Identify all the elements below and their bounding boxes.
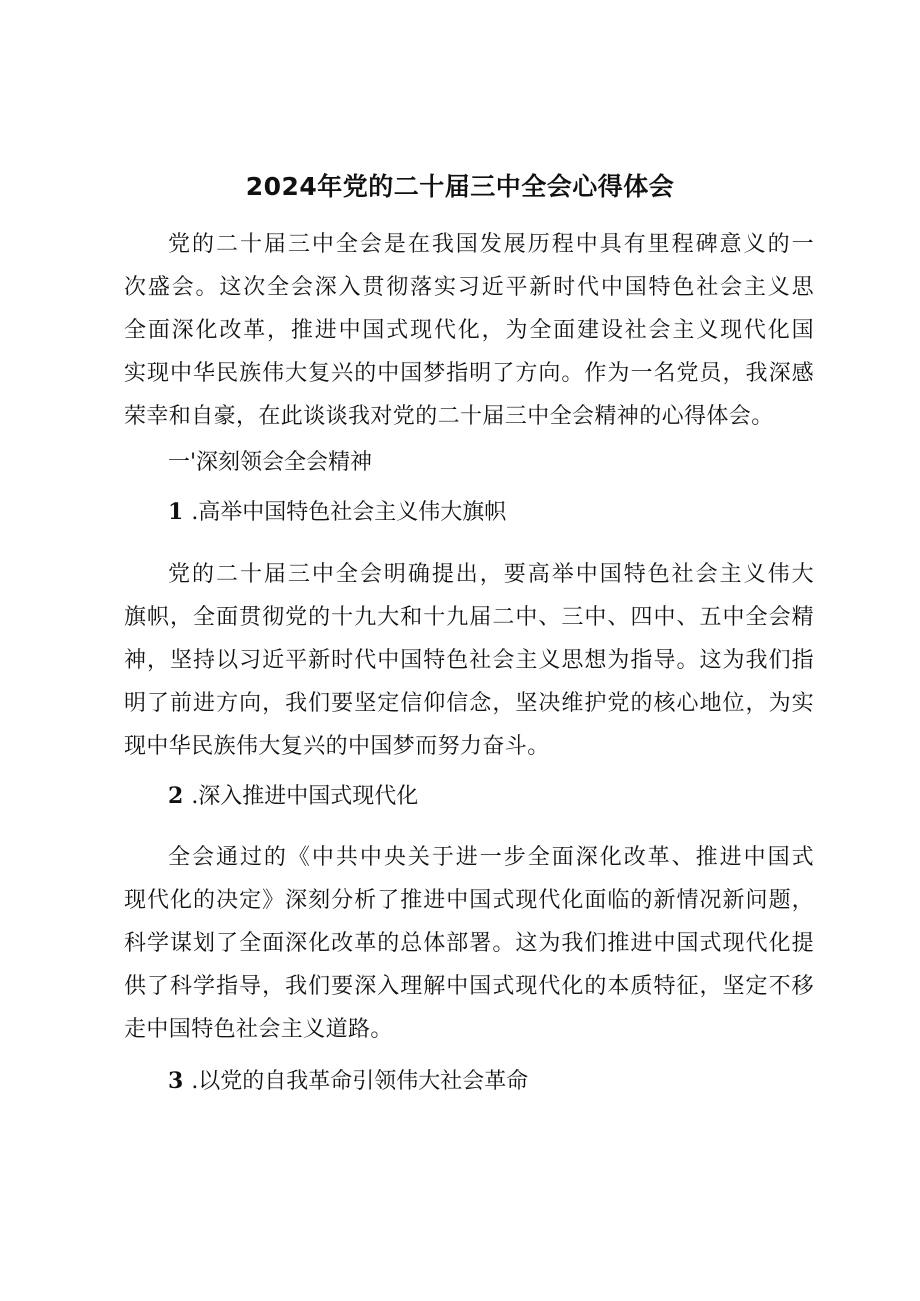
item2-line-5: 走中国特色社会主义道路。 xyxy=(124,1017,393,1042)
item-heading-3 xyxy=(168,1064,528,1099)
item1-line-3: 神，坚持以习近平新时代中国特色社会主义思想为指导。这为我们指 xyxy=(124,648,814,673)
item-title: .高举中国特色社会主义伟大旗帜 xyxy=(191,500,507,525)
item1-line-4: 明了前进方向，我们要坚定信仰信念，坚决维护党的核心地位，为实 xyxy=(124,691,814,716)
item1-line-5: 现中华民族伟大复兴的中国梦而努力奋斗。 xyxy=(124,734,550,759)
intro-line-4: 实现中华民族伟大复兴的中国梦指明了方向。作为一名党员，我深感 xyxy=(124,361,814,386)
item-title: .以党的自我革命引领伟大社会革命 xyxy=(191,1069,529,1094)
document-title: 2024年党的二十届三中全会心得体会 xyxy=(245,172,675,201)
item2-line-4: 供了科学指导，我们要深入理解中国式现代化的本质特征，坚定不移 xyxy=(124,974,814,999)
item2-line-1: 全会通过的《中共中央关于进一步全面深化改革、推进中国式 xyxy=(168,845,814,870)
section-heading-1: 一'深刻领会全会精神 xyxy=(168,450,373,475)
item-title: .深入推进中国式现代化 xyxy=(191,784,419,809)
intro-line-2: 次盛会。这次全会深入贯彻落实习近平新时代中国特色社会主义思 xyxy=(124,275,814,300)
item-number: 2 xyxy=(168,783,184,809)
item-number: 1 xyxy=(168,499,184,525)
item-heading-2 xyxy=(168,779,418,814)
intro-line-5: 荣幸和自豪，在此谈谈我对党的二十届三中全会精神的心得体会。 xyxy=(124,404,774,429)
item1-line-2: 旗帜，全面贯彻党的十九大和十九届二中、三中、四中、五中全会精 xyxy=(124,605,814,630)
item-number: 3 xyxy=(168,1068,184,1094)
item1-line-1: 党的二十届三中全会明确提出，要高举中国特色社会主义伟大 xyxy=(168,562,814,587)
item-heading-1 xyxy=(168,495,506,530)
item2-line-3: 科学谋划了全面深化改革的总体部署。这为我们推进中国式现代化提 xyxy=(124,931,814,956)
item2-line-2: 现代化的决定》深刻分析了推进中国式现代化面临的新情况新问题， xyxy=(124,888,814,913)
intro-line-1: 党的二十届三中全会是在我国发展历程中具有里程碑意义的一 xyxy=(168,232,814,257)
intro-line-3: 全面深化改革，推进中国式现代化，为全面建设社会主义现代化国 xyxy=(124,318,814,343)
